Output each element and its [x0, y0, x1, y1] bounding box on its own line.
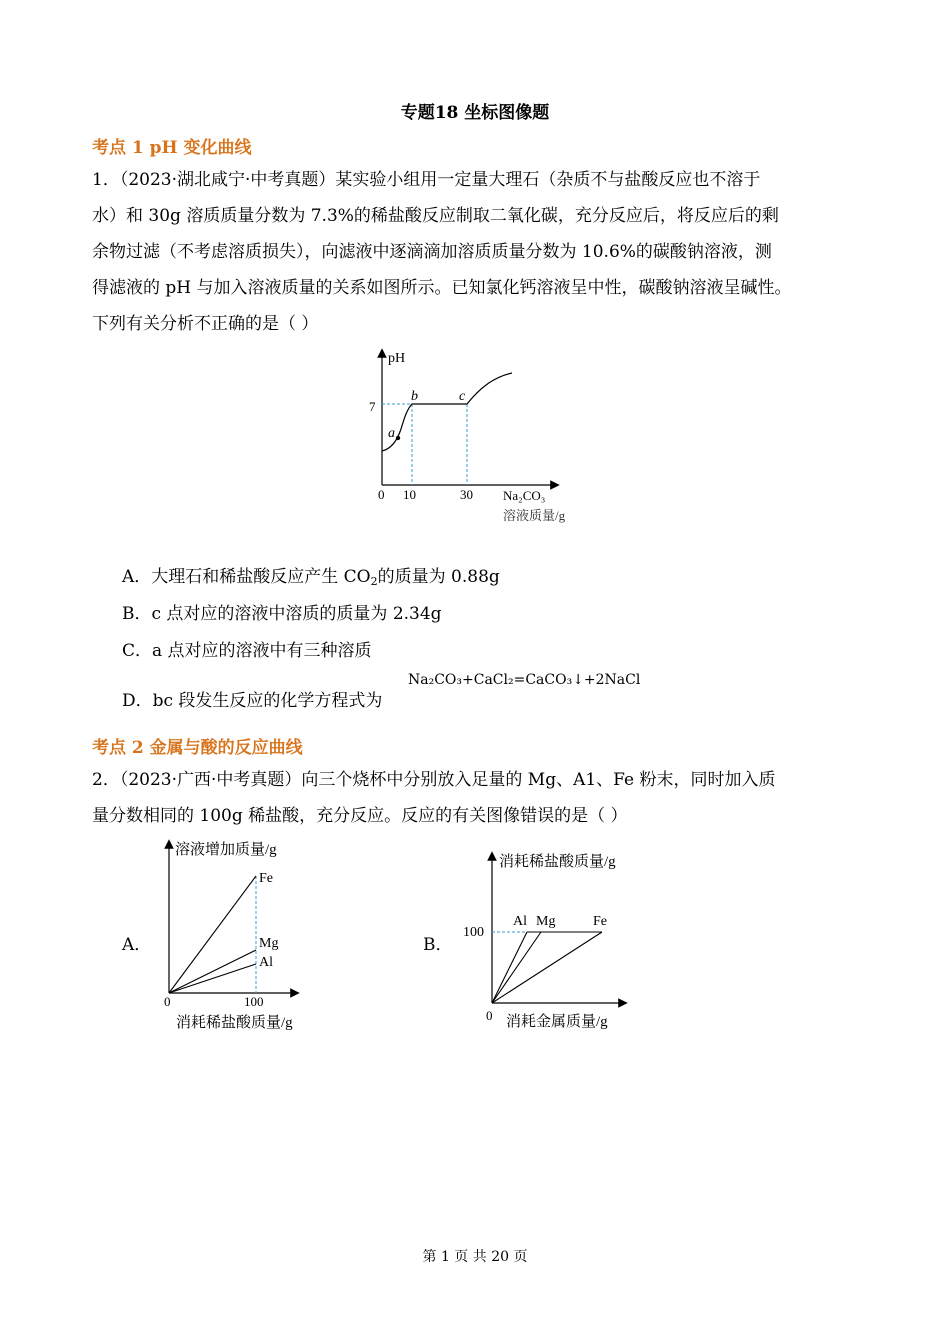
option-a: A．大理石和稀盐酸反应产生 $CO_2$的质量为 0.88g — [122, 567, 500, 588]
page-title: 专题18 坐标图像题 — [400, 103, 550, 123]
line-mg — [492, 932, 541, 1003]
line-mg-label: Mg — [536, 914, 556, 929]
q1-line: 余物过滤（不考虑溶质损失），向滤液中逐滴滴加溶质质量分数为 10.6%的碳酸钠溶液，测 — [92, 242, 772, 262]
line-fe — [492, 932, 602, 1003]
question-2-text — [92, 762, 872, 834]
y-axis-label: 溶液增加质量/g — [175, 842, 277, 858]
x-tick-100: 100 — [244, 994, 264, 1009]
y-tick-7: 7 — [369, 399, 376, 414]
y-tick-100: 100 — [463, 925, 484, 940]
point-c-label: c — [459, 389, 466, 404]
origin-label: 0 — [164, 994, 171, 1009]
line-fe-label: Fe — [593, 914, 607, 929]
option-d-equation: Na₂CO₃+CaCl₂=CaCO₃↓+2NaCl — [408, 672, 641, 688]
option-d: D．bc 段发生反应的化学方程式为 — [122, 691, 383, 711]
origin-label: 0 — [378, 487, 385, 502]
line-fe — [169, 876, 256, 993]
option-c: C．a 点对应的溶液中有三种溶质 — [122, 641, 372, 661]
ph-curve — [382, 373, 512, 451]
x-axis-label: 溶液质量/g — [503, 508, 566, 523]
option-b: B．c 点对应的溶液中溶质的质量为 2.34g — [122, 604, 442, 624]
line-al-label: Al — [513, 914, 527, 929]
ph-graph — [355, 345, 595, 530]
x-tick-30: 30 — [460, 487, 473, 502]
q1-line: 1．（2023·湖北咸宁·中考真题）某实验小组用一定量大理石（杂质不与盐酸反应也不溶于 — [92, 170, 761, 190]
x-axis-label: 消耗稀盐酸质量/g — [176, 1015, 293, 1031]
graph-a — [150, 838, 320, 1036]
x-axis-label: 消耗金属质量/g — [506, 1014, 608, 1030]
line-fe-label: Fe — [259, 871, 273, 886]
point-a-marker — [396, 436, 400, 440]
q2-line: 量分数相同的 100g 稀盐酸，充分反应。反应的有关图像错误的是（ ） — [92, 806, 628, 826]
section-heading-2: 考点 2 金属与酸的反应曲线 — [92, 738, 303, 758]
line-mg — [169, 950, 256, 993]
point-a-label: a — [388, 426, 395, 441]
graph-b-option-label: B． — [423, 935, 453, 955]
y-axis-label: pH — [388, 351, 406, 366]
section-heading-1: 考点 1 pH 变化曲线 — [92, 138, 252, 158]
q1-line: 下列有关分析不正确的是（ ） — [92, 314, 319, 334]
line-mg-label: Mg — [259, 936, 279, 951]
page-footer: 第 1 页 共 20 页 — [422, 1249, 528, 1265]
y-axis-label: 消耗稀盐酸质量/g — [499, 854, 616, 870]
q1-line: 得滤液的 pH 与加入溶液质量的关系如图所示。已知氯化钙溶液呈中性，碳酸钠溶液呈碱性。 — [92, 278, 792, 298]
x-tick-10: 10 — [403, 487, 416, 502]
line-al-label: Al — [259, 955, 273, 970]
q2-line: 2．（2023·广西·中考真题）向三个烧杯中分别放入足量的 Mg、A1、Fe 粉末，同时加入质 — [92, 770, 776, 790]
point-b-label: b — [411, 389, 418, 404]
question-1-text — [92, 162, 872, 342]
graph-b — [455, 850, 645, 1036]
line-al — [169, 964, 256, 993]
origin-label: 0 — [486, 1008, 493, 1023]
q1-line: 水）和 30g 溶质质量分数为 7.3%的稀盐酸反应制取二氧化碳，充分反应后，将反应后的剩 — [92, 206, 779, 226]
x-axis-formula: Na₂CO₃ — [503, 488, 546, 503]
graph-a-option-label: A． — [122, 935, 152, 955]
